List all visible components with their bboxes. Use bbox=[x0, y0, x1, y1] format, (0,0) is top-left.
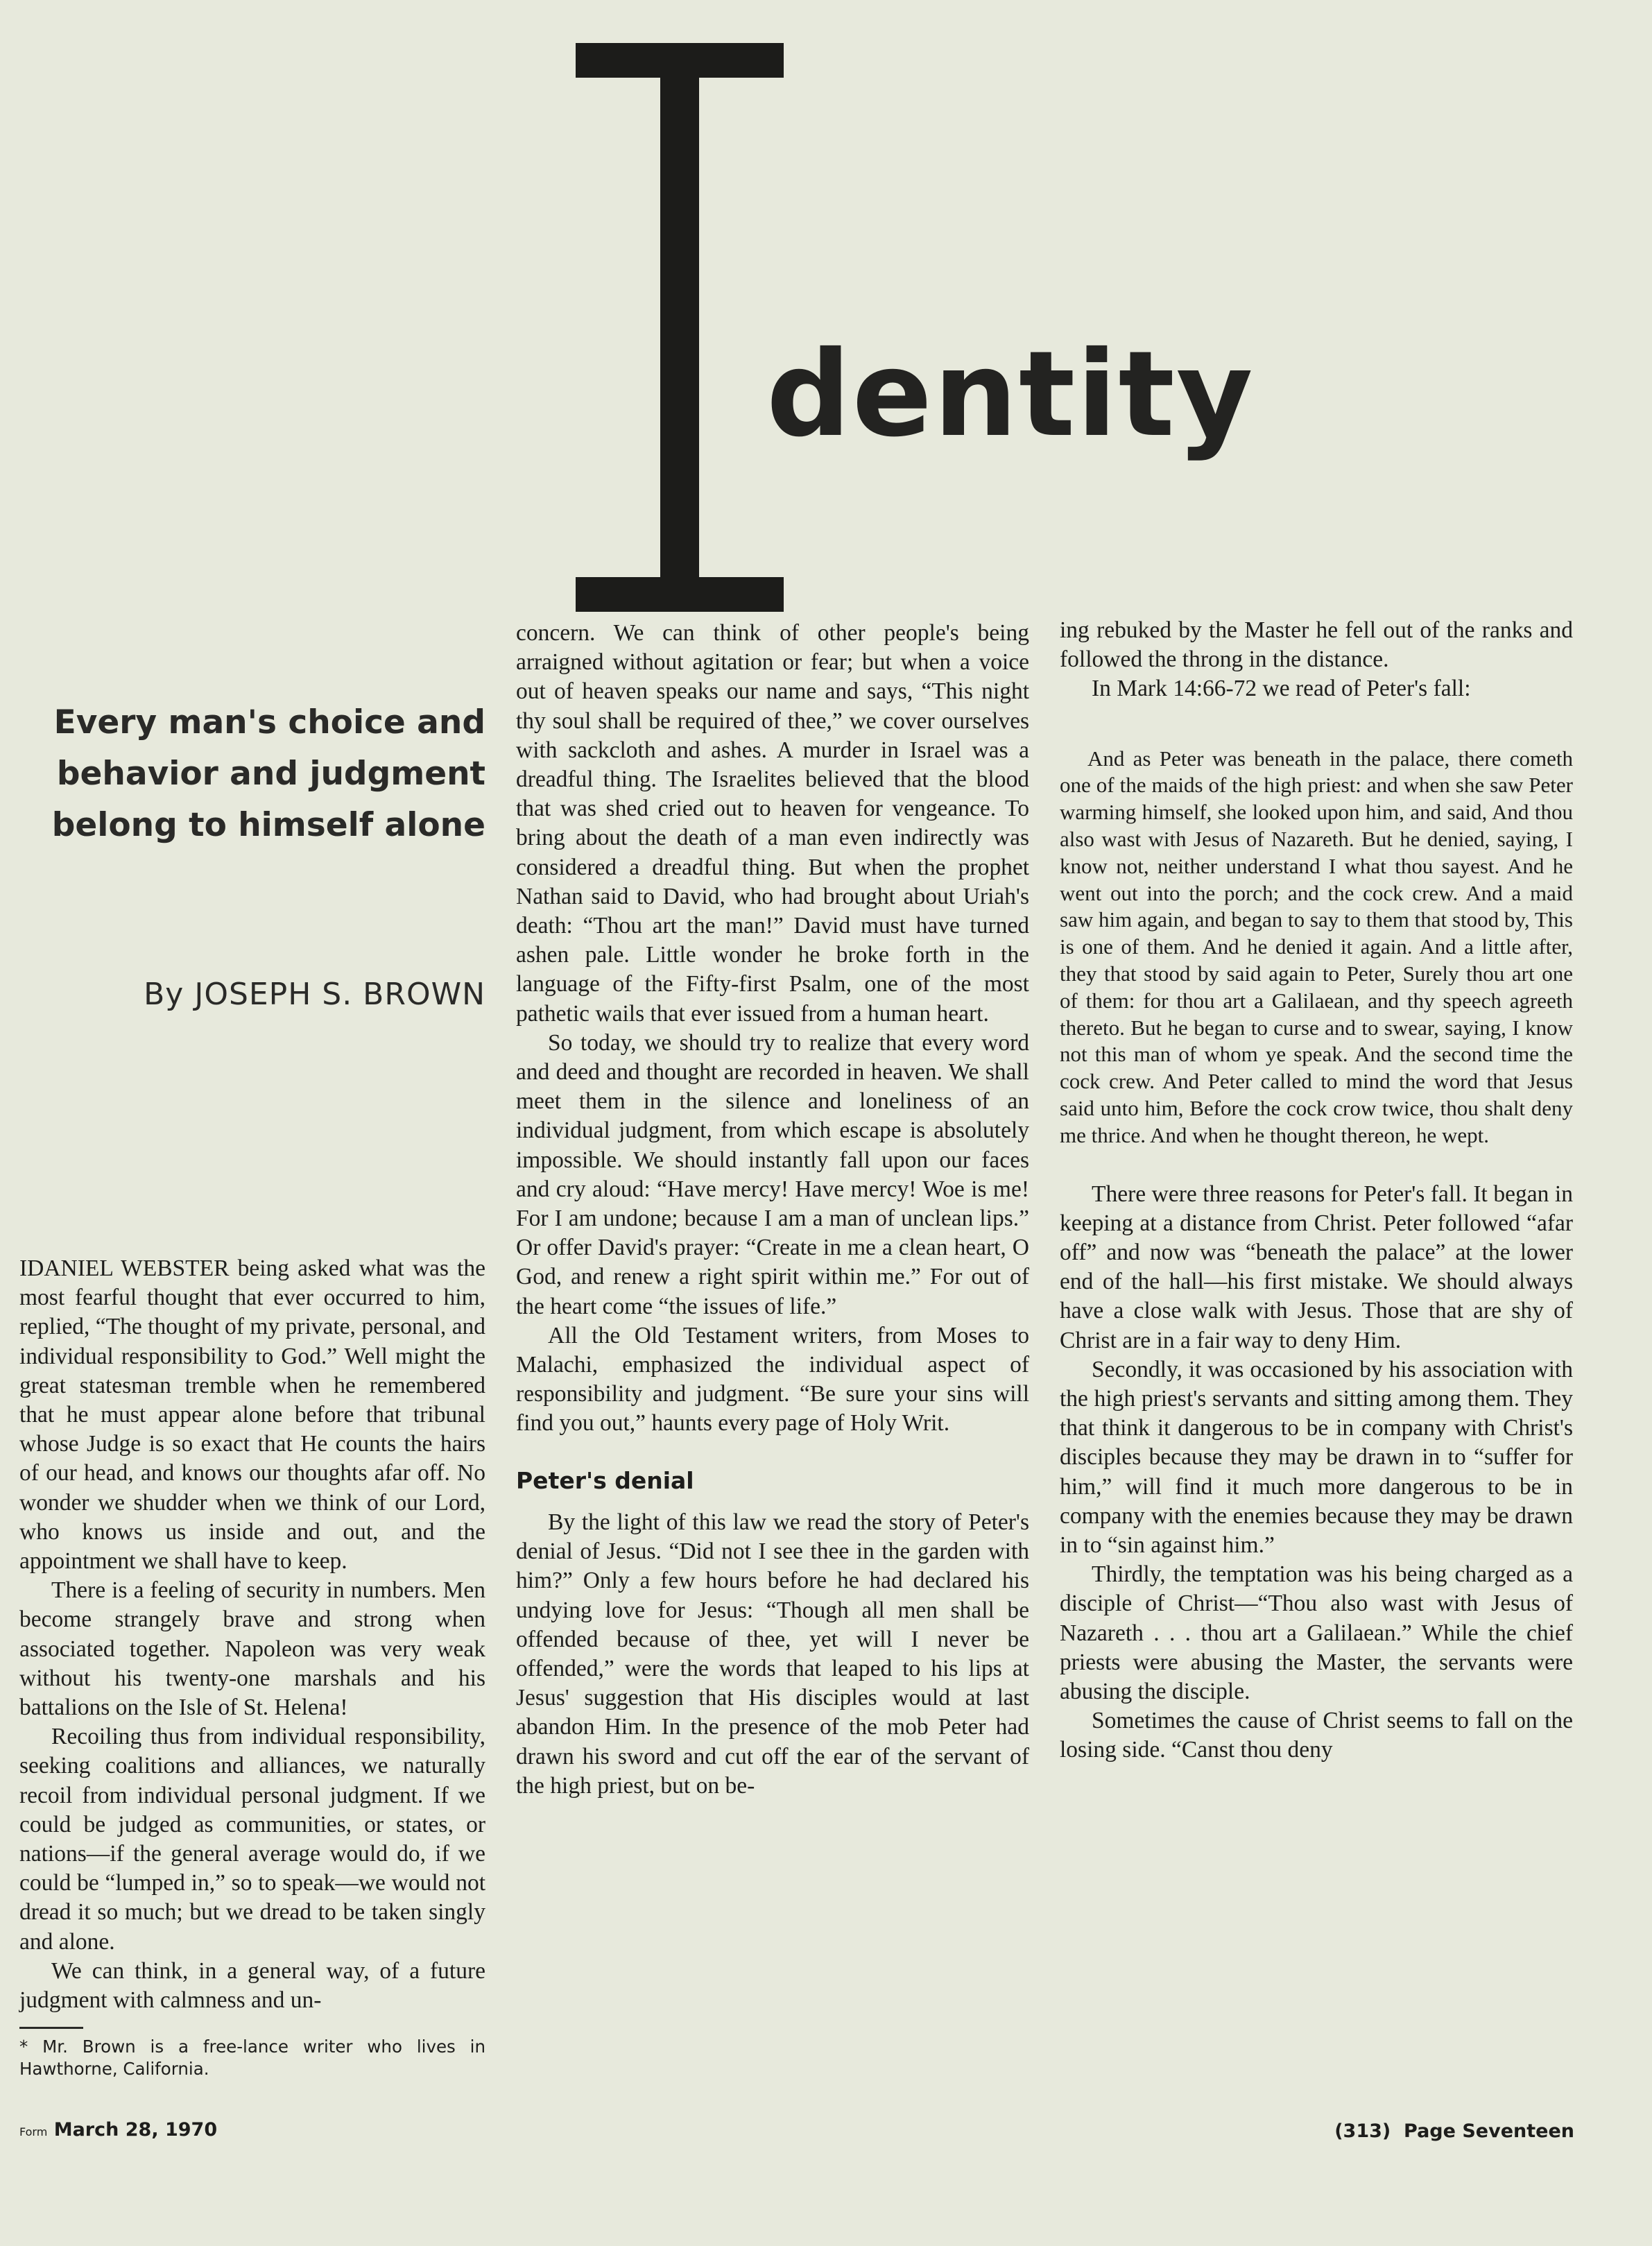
paragraph: So today, we should try to realize that every word and deed and thought are recorded in heaven. We shall meet them in the silence and loneliness of an individual judgment, from which escape is absolutely impossible. We should instantly fall upon our faces and cry aloud: “Have mercy! Have mercy! Woe is me! For I am undone; because I am a man of unclean lips.” Or offer David's prayer: “Create in me a clean heart, O God, and renew a right spirit within me.” For out of the heart come “the issues of life.” bbox=[516, 1029, 1029, 1319]
column-3 bbox=[1060, 616, 1573, 1765]
title-initial-letter bbox=[576, 43, 784, 612]
paragraph: There is a feeling of security in numbers. Men become strangely brave and strong when associated together. Napoleon was very weak without his twenty-one marshals and his battalions on the Isle of St. Helena! bbox=[19, 1577, 485, 1721]
author-footnote: * Mr. Brown is a free-lance writer who lives in Hawthorne, California. bbox=[19, 2037, 485, 2079]
column-1 bbox=[19, 1254, 485, 2015]
paragraph: Recoiling thus from individual responsibility, seeking coalitions and alliances, we naturally recoil from individual personal judgment. If we could be judged as communities, or states, or nations—if the general average would do, if we could be “lumped in,” so to speak—we would not dread it so much; but we dread to be taken singly and alone. bbox=[19, 1724, 485, 1955]
deck-line: Every man's choice and bbox=[53, 703, 485, 741]
quote-text: And as Peter was beneath in the palace, there cometh one of the maids of the high priest: and when she saw Peter warming himself, she looked upon him, and said, And thou also wast with Jesus of Nazareth. But he denied, saying, I know not, neither understand I what thou sayest. And he went out into the porch; and the cock crew. And a maid saw him again, and began to say to them that stood by, This is one of them. And he denied it again. And a little after, they that stood by said again to Peter, Surely thou art one of them: for thou art a Galilaean, and thy speech agreeth thereto. But he began to curse and to swear, saying, I know not this man of whom ye speak. And the second time the cock crew. And Peter called to mind the word that Jesus said unto him, Before the cock crow twice, thou shalt deny me thrice. And when he thought thereon, he wept. bbox=[1060, 746, 1573, 1147]
column-2 bbox=[516, 619, 1029, 1801]
footnote-rule bbox=[19, 2027, 83, 2029]
folio-prefix: Form bbox=[19, 2125, 48, 2138]
scripture-quote bbox=[1060, 746, 1573, 1149]
article-deck bbox=[42, 697, 485, 851]
subhead: Peter's denial bbox=[516, 1466, 694, 1494]
paragraph: We can think, in a general way, of a future judgment with calmness and un- bbox=[19, 1957, 485, 2014]
paragraph: ing rebuked by the Master he fell out of the ranks and followed the throng in the distance. bbox=[1060, 617, 1573, 673]
folio-date-text: March 28, 1970 bbox=[53, 2119, 218, 2141]
deck-line: behavior and judgment bbox=[56, 755, 485, 793]
paragraph: There were three reasons for Peter's fall. It began in keeping at a distance from Christ. Peter followed “afar off” and now was “beneath the palace” at the lower end of the hall—his first mistake. We should always have a close walk with Jesus. Those that are shy of Christ are in a fair way to deny Him. bbox=[1060, 1181, 1573, 1353]
folio-date bbox=[19, 2119, 217, 2141]
paragraph: Sometimes the cause of Christ seems to fall on the losing side. “Canst thou deny bbox=[1060, 1708, 1573, 1763]
deck-line: belong to himself alone bbox=[51, 806, 485, 844]
paragraph: IDANIEL WEBSTER being asked what was the most fearful thought that ever occurred to him, replied, “The thought of my private, personal, and individual responsibility to God.” Well might the great statesman tremble when he remembered that he must appear alone before that tribunal whose Judge is so exact that He counts the hairs of our head, and knows our thoughts afar off. No wonder we shudder when we think of our Lord, who knows us inside and out, and the appointment we shall have to keep. bbox=[19, 1255, 485, 1575]
paragraph: Thirdly, the temptation was his being charged as a disciple of Christ—“Thou also wast with Jesus of Nazareth . . . thou art a Galilaean.” While the chief priests were abusing the Master, the servants were abusing the disciple. bbox=[1060, 1561, 1573, 1705]
article-title: dentity bbox=[766, 326, 1255, 463]
paragraph: In Mark 14:66-72 we read of Peter's fall: bbox=[1092, 676, 1471, 702]
paragraph: concern. We can think of other people's being arraigned without agitation or fear; but when a voice out of heaven speaks our name and says, “This night thy soul shall be required of thee,” we cover ourselves with sackcloth and ashes. A murder in Israel was a dreadful thing. The Israelites believed that the blood that was shed cried out to heaven for vengeance. To bring about the death of a man even indirectly was considered a dreadful thing. But when the prophet Nathan said to David, who had brought about Uriah's death: “Thou art the man!” David must have turned ashen pale. Little wonder he broke forth in the language of the Fifty-first Psalm, one of the most pathetic wails that ever issued from a human heart. bbox=[516, 620, 1029, 1027]
paragraph: All the Old Testament writers, from Moses to Malachi, emphasized the individual aspect of responsibility and judgment. “Be sure your sins will find you out,” haunts every page of Holy Writ. bbox=[516, 1322, 1029, 1437]
paragraph: By the light of this law we read the story of Peter's denial of Jesus. “Did not I see thee in the garden with him?” Only a few hours before he had declared his undying love for Jesus: “Though all men shall be offended because of thee, yet will I never be offended,” were the words that leaped to his lips at Jesus' suggestion that His disciples would at last abandon Him. In the presence of the mob Peter had drawn his sword and cut off the ear of the servant of the high priest, but on be- bbox=[516, 1509, 1029, 1799]
folio-page-number: (313) Page Seventeen bbox=[1334, 2120, 1574, 2142]
paragraph: Secondly, it was occasioned by his association with the high priest's servants and sitting among them. They that think it dangerous to be in company with Christ's disciples because they may be drawn in to “suffer for him,” will find it much more dangerous to be in company with the enemies because they may be drawn in to “sin against him.” bbox=[1060, 1356, 1573, 1558]
byline: By JOSEPH S. BROWN bbox=[144, 977, 485, 1012]
